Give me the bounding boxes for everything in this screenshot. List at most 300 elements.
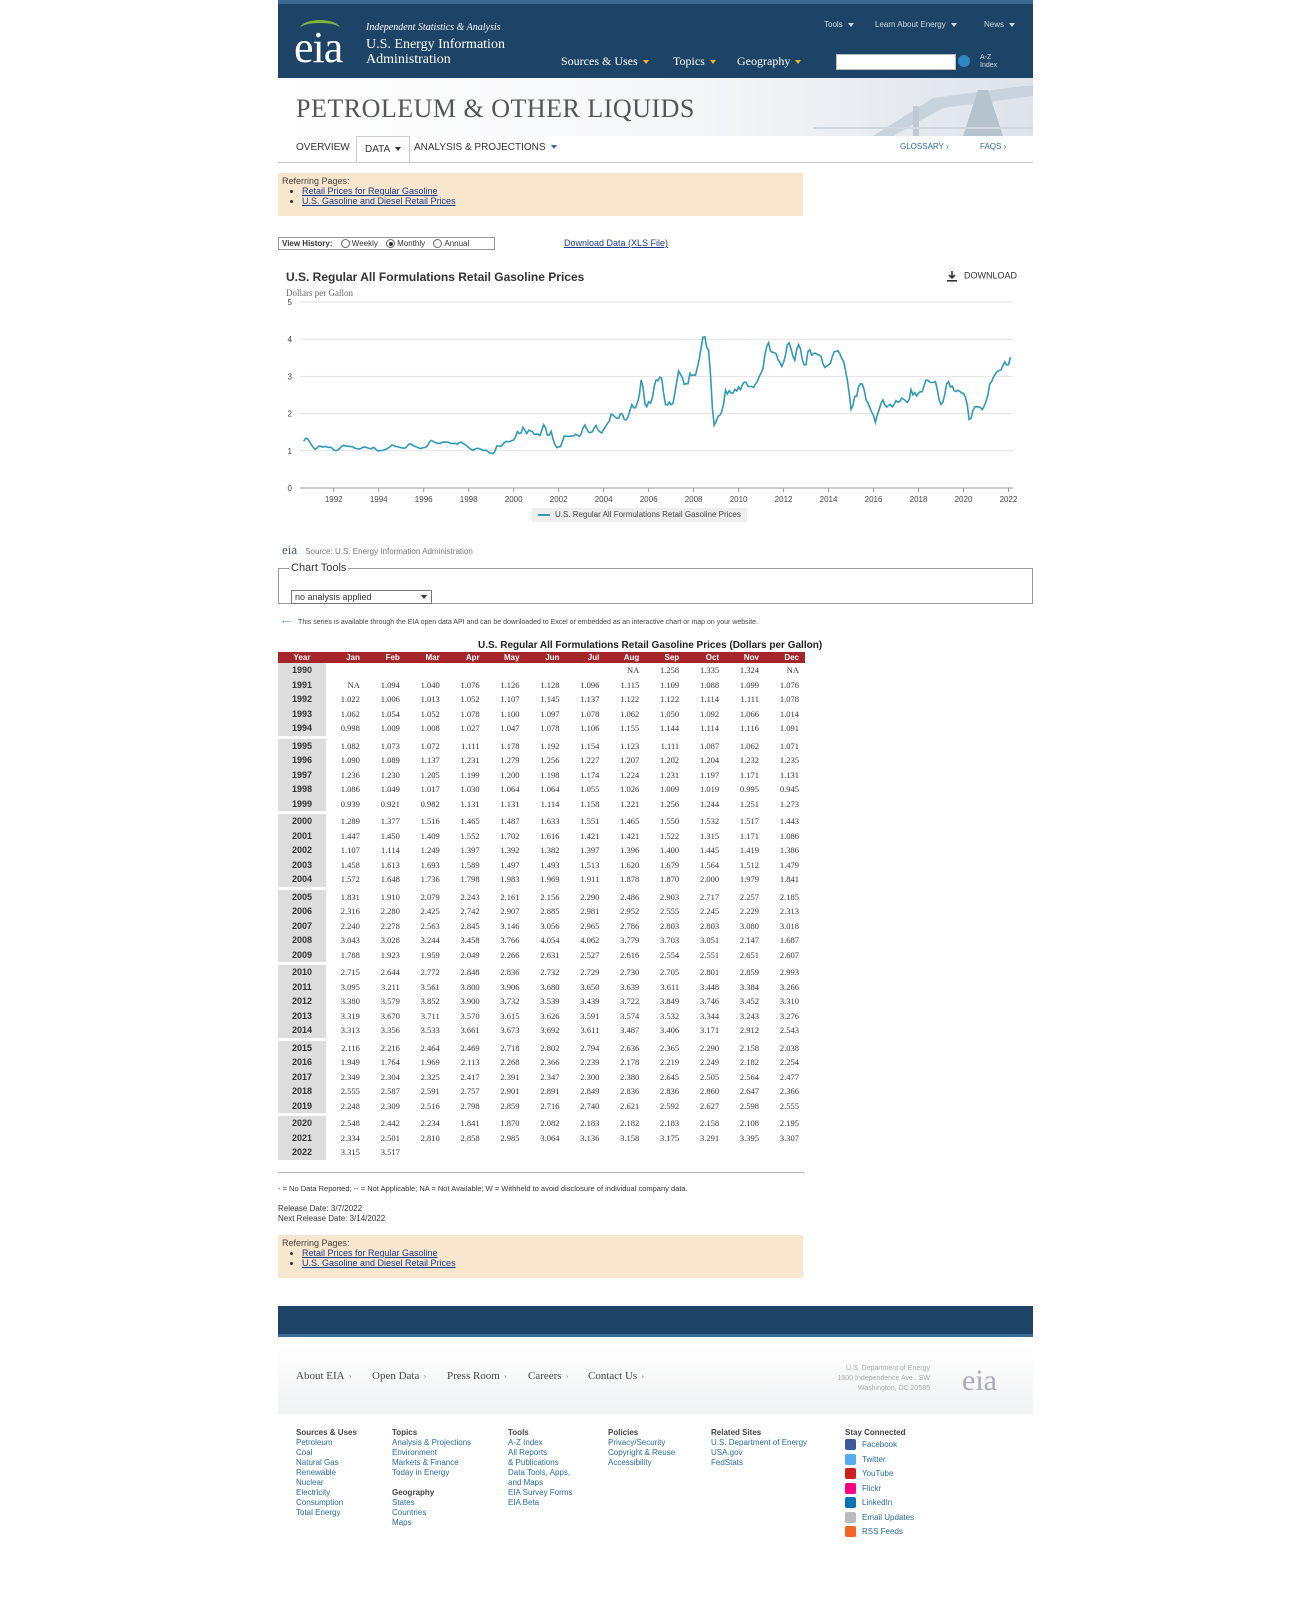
table-row bbox=[278, 948, 805, 963]
table-cell: 2.912 bbox=[739, 1025, 759, 1036]
chart-title: U.S. Regular All Formulations Retail Gasoline Prices bbox=[286, 270, 585, 284]
table-cell: 1.171 bbox=[739, 830, 759, 841]
table-cell: 3.692 bbox=[540, 1025, 560, 1036]
row-year[interactable]: 2020 bbox=[278, 1116, 326, 1131]
table-cell bbox=[406, 1145, 446, 1160]
table-cell bbox=[565, 663, 605, 678]
table-cell: 3.452 bbox=[739, 996, 759, 1007]
row-year[interactable]: 2003 bbox=[278, 858, 326, 873]
table-cell: 2.254 bbox=[779, 1057, 799, 1068]
table-cell: 2.158 bbox=[739, 1042, 759, 1053]
footer-link-geography[interactable]: Countries bbox=[392, 1508, 427, 1517]
table-cell: 2.156 bbox=[540, 891, 560, 902]
table-cell: 1.090 bbox=[340, 755, 360, 766]
table-cell: 1.949 bbox=[340, 1057, 360, 1068]
row-year[interactable]: 2006 bbox=[278, 904, 326, 919]
table-cell: 1.123 bbox=[620, 740, 640, 751]
table-cell: 1.192 bbox=[540, 740, 560, 751]
footer-link-sources[interactable]: Nuclear bbox=[296, 1478, 324, 1487]
table-cell: 3.018 bbox=[779, 920, 799, 931]
agency-line-1: U.S. Energy Information bbox=[366, 37, 505, 52]
radio-annual[interactable] bbox=[433, 239, 442, 248]
table-cell: 3.395 bbox=[739, 1132, 759, 1143]
table-cell: 2.616 bbox=[620, 949, 640, 960]
footer-link-related[interactable]: U.S. Department of Energy bbox=[711, 1438, 808, 1447]
table-cell: 2.836 bbox=[620, 1086, 640, 1097]
rss-icon bbox=[845, 1526, 856, 1537]
linkedin-icon bbox=[845, 1497, 856, 1508]
footer-link-geography[interactable]: States bbox=[392, 1498, 415, 1507]
address-line-3: Washington, DC 20585 bbox=[857, 1385, 930, 1392]
row-year[interactable]: 1997 bbox=[278, 768, 326, 783]
footer-link-sources[interactable]: Petroleum bbox=[296, 1438, 333, 1447]
table-cell: 1.122 bbox=[660, 694, 680, 705]
table-cell: 1.289 bbox=[340, 816, 360, 827]
series-line bbox=[304, 337, 1011, 454]
row-year[interactable]: 1999 bbox=[278, 797, 326, 812]
footer-col-heading: Policies bbox=[608, 1428, 639, 1437]
chevron-down-icon bbox=[848, 23, 854, 27]
legend-label: U.S. Regular All Formulations Retail Gasoline Prices bbox=[555, 510, 741, 519]
table-row bbox=[278, 1084, 805, 1099]
row-year[interactable]: 2014 bbox=[278, 1023, 326, 1038]
table-cell: 2.182 bbox=[739, 1057, 759, 1068]
nav-geography[interactable] bbox=[737, 54, 801, 69]
table-cell: 3.487 bbox=[620, 1025, 640, 1036]
footer-link-sources[interactable]: Renewable bbox=[296, 1468, 337, 1477]
referring-link-regular-gasoline[interactable]: Retail Prices for Regular Gasoline bbox=[302, 186, 438, 196]
table-cell: 3.639 bbox=[620, 981, 640, 992]
footer-link-sources[interactable]: Consumption bbox=[296, 1498, 344, 1507]
table-cell: 3.539 bbox=[540, 996, 560, 1007]
table-cell: 1.764 bbox=[380, 1057, 400, 1068]
table-cell: 1.030 bbox=[460, 784, 480, 795]
table-cell: 2.195 bbox=[779, 1118, 799, 1129]
table-cell: 1.137 bbox=[420, 755, 440, 766]
divider bbox=[278, 1172, 805, 1173]
row-year[interactable]: 1990 bbox=[278, 663, 326, 678]
table-cell: 2.952 bbox=[620, 906, 640, 917]
footer-press[interactable] bbox=[447, 1370, 507, 1382]
table-cell: 1.798 bbox=[460, 874, 480, 885]
footer-link-geography[interactable]: Maps bbox=[392, 1518, 412, 1527]
row-year[interactable]: 2021 bbox=[278, 1131, 326, 1146]
chevron-right-icon: › bbox=[945, 142, 949, 151]
row-year[interactable]: 2009 bbox=[278, 948, 326, 963]
section-banner bbox=[278, 78, 1033, 136]
table-row bbox=[278, 678, 805, 693]
table-cell: 1.249 bbox=[420, 845, 440, 856]
social-link[interactable] bbox=[845, 1482, 914, 1497]
footer-about-label: About EIA bbox=[296, 1370, 345, 1382]
table-cell: 1.155 bbox=[620, 723, 640, 734]
y-tick-label: 1 bbox=[287, 446, 292, 456]
row-year[interactable]: 2000 bbox=[278, 814, 326, 829]
x-tick-label: 2010 bbox=[729, 495, 748, 504]
table-cell: 2.715 bbox=[340, 967, 360, 978]
table-cell: 3.171 bbox=[699, 1025, 720, 1036]
row-year[interactable]: 2015 bbox=[278, 1041, 326, 1056]
table-cell: 3.313 bbox=[340, 1025, 360, 1036]
table-cell: 1.202 bbox=[660, 755, 680, 766]
table-cell: 1.158 bbox=[580, 798, 600, 809]
table-cell: 1.062 bbox=[340, 708, 360, 719]
chevron-right-icon: › bbox=[641, 1371, 645, 1381]
table-cell: 2.161 bbox=[500, 891, 520, 902]
referring-link-regular-gasoline[interactable]: Retail Prices for Regular Gasoline bbox=[302, 1248, 438, 1258]
footer-link-policies[interactable]: Copyright & Reuse bbox=[608, 1448, 676, 1457]
table-cell: 2.234 bbox=[420, 1118, 440, 1129]
table-cell: 1.078 bbox=[779, 694, 799, 705]
footer-link-sources[interactable]: Natural Gas bbox=[296, 1458, 339, 1467]
social-link[interactable] bbox=[845, 1453, 914, 1468]
table-cell: 3.158 bbox=[620, 1132, 640, 1143]
row-year[interactable]: 2007 bbox=[278, 919, 326, 934]
chart-tools bbox=[278, 562, 1033, 604]
table-row bbox=[278, 814, 805, 829]
row-year[interactable]: 1995 bbox=[278, 739, 326, 754]
row-year[interactable]: 2011 bbox=[278, 980, 326, 995]
row-year[interactable]: 1993 bbox=[278, 707, 326, 722]
nav-sources-uses[interactable] bbox=[561, 54, 649, 69]
table-cell: 1.207 bbox=[620, 755, 640, 766]
table-cell: 3.626 bbox=[540, 1010, 560, 1021]
table-cell: 1.114 bbox=[381, 845, 400, 856]
footer-link-tools[interactable]: & Publications bbox=[508, 1458, 559, 1467]
table-cell: 1.071 bbox=[779, 740, 799, 751]
table-row bbox=[278, 721, 805, 736]
table-cell: 2.464 bbox=[420, 1042, 440, 1053]
footer-link-tools[interactable]: EIA Survey Forms bbox=[508, 1488, 573, 1497]
table-cell: 1.324 bbox=[739, 665, 759, 676]
table-cell: 2.266 bbox=[500, 949, 520, 960]
analysis-select[interactable] bbox=[291, 590, 432, 604]
footer-link-tools[interactable]: All Reports bbox=[508, 1448, 548, 1457]
table-cell: 2.300 bbox=[580, 1071, 600, 1082]
footer-link-tools[interactable]: Data Tools, Apps, bbox=[508, 1468, 571, 1477]
chart-legend[interactable] bbox=[532, 508, 747, 522]
table-cell: 3.611 bbox=[580, 1025, 600, 1036]
table-cell: 3.574 bbox=[620, 1010, 640, 1021]
footer-link-related[interactable]: FedStats bbox=[711, 1458, 744, 1467]
table-cell: 2.907 bbox=[500, 906, 520, 917]
table-cell: 2.845 bbox=[460, 920, 480, 931]
table-cell: 1.923 bbox=[380, 949, 400, 960]
row-year[interactable]: 2017 bbox=[278, 1070, 326, 1085]
legend-swatch bbox=[538, 514, 550, 516]
table-cell: 1.841 bbox=[779, 874, 799, 885]
radio-monthly-label: Monthly bbox=[397, 239, 426, 248]
table-cell: 2.268 bbox=[500, 1057, 520, 1068]
radio-weekly[interactable] bbox=[341, 239, 350, 248]
table-cell: 2.216 bbox=[380, 1042, 400, 1053]
table-cell: 3.711 bbox=[420, 1010, 440, 1021]
table-cell: 1.221 bbox=[620, 798, 640, 809]
footer-link-tools[interactable]: and Maps bbox=[508, 1478, 544, 1487]
address-line-1: U.S. Department of Energy bbox=[845, 1365, 930, 1372]
row-year[interactable]: 2013 bbox=[278, 1009, 326, 1024]
row-year[interactable]: 1994 bbox=[278, 721, 326, 736]
agency-name[interactable] bbox=[366, 37, 505, 67]
row-year[interactable]: 2018 bbox=[278, 1084, 326, 1099]
table-cell: 2.859 bbox=[500, 1100, 520, 1111]
eia-logo[interactable]: eia bbox=[294, 23, 343, 72]
referring-link-gasoline-diesel[interactable]: U.S. Gasoline and Diesel Retail Prices bbox=[302, 196, 456, 206]
table-cell: 3.310 bbox=[779, 996, 799, 1007]
x-tick-label: 1996 bbox=[414, 495, 433, 504]
footer-link-sources[interactable]: Electricity bbox=[296, 1488, 331, 1497]
table-cell: 3.615 bbox=[500, 1010, 520, 1021]
footer-link-topics[interactable]: Analysis & Projections bbox=[392, 1438, 472, 1447]
nav-topics[interactable] bbox=[673, 54, 716, 69]
footer-link-policies[interactable]: Privacy/Security bbox=[608, 1438, 666, 1447]
x-tick-label: 2020 bbox=[954, 495, 973, 504]
table-cell: 2.278 bbox=[380, 920, 400, 931]
table-cell bbox=[685, 1145, 725, 1160]
table-cell: 2.705 bbox=[660, 967, 680, 978]
footer-eia-logo[interactable]: eia bbox=[962, 1364, 997, 1397]
social-link[interactable] bbox=[845, 1438, 914, 1453]
table-cell: 1.171 bbox=[739, 769, 759, 780]
table-cell: 3.533 bbox=[420, 1025, 440, 1036]
table-cell: 1.050 bbox=[660, 708, 680, 719]
table-cell: 1.198 bbox=[540, 769, 560, 780]
download-icon bbox=[946, 270, 958, 282]
table-cell: 1.273 bbox=[779, 798, 799, 809]
footer-link-topics[interactable]: Today in Energy bbox=[392, 1468, 450, 1477]
table-cell: 2.718 bbox=[500, 1042, 520, 1053]
tab-analysis-label: ANALYSIS & PROJECTIONS bbox=[414, 142, 546, 153]
table-cell: 2.079 bbox=[420, 891, 440, 902]
row-year[interactable]: 1998 bbox=[278, 782, 326, 797]
table-cell: 1.377 bbox=[380, 816, 400, 827]
referring-pages-bottom bbox=[278, 1235, 803, 1278]
table-cell: 2.280 bbox=[380, 906, 400, 917]
table-cell: 3.732 bbox=[500, 996, 520, 1007]
oil-rig-icon bbox=[813, 78, 1033, 136]
footer-open-data[interactable] bbox=[372, 1370, 426, 1382]
table-cell: 1.111 bbox=[740, 694, 759, 705]
table-cell: 2.757 bbox=[460, 1086, 480, 1097]
table-cell: 1.078 bbox=[580, 708, 600, 719]
table-cell: 1.026 bbox=[620, 784, 640, 795]
table-cell: 2.621 bbox=[620, 1100, 640, 1111]
row-year[interactable]: 2004 bbox=[278, 872, 326, 887]
referring-link-gasoline-diesel[interactable]: U.S. Gasoline and Diesel Retail Prices bbox=[302, 1258, 456, 1268]
table-cell: 2.527 bbox=[580, 949, 600, 960]
facebook-icon bbox=[845, 1439, 856, 1450]
table-cell: 1.419 bbox=[739, 845, 759, 856]
search-input[interactable] bbox=[836, 54, 956, 70]
table-cell: 1.115 bbox=[620, 679, 640, 690]
table-cell: 1.144 bbox=[660, 723, 680, 734]
x-tick-label: 1994 bbox=[369, 495, 388, 504]
row-year[interactable]: 1991 bbox=[278, 678, 326, 693]
site-header bbox=[278, 0, 1033, 78]
table-cell: 1.687 bbox=[779, 935, 799, 946]
search-icon[interactable] bbox=[958, 55, 970, 67]
row-year[interactable]: 1992 bbox=[278, 692, 326, 707]
table-cell: 3.591 bbox=[580, 1010, 600, 1021]
table-row bbox=[278, 980, 805, 995]
row-year[interactable]: 2016 bbox=[278, 1055, 326, 1070]
table-row bbox=[278, 965, 805, 980]
footer-link-policies[interactable]: Accessibility bbox=[608, 1458, 652, 1467]
table-cell: 1.910 bbox=[380, 891, 400, 902]
social-link[interactable] bbox=[845, 1467, 914, 1482]
faqs-link[interactable] bbox=[980, 142, 1006, 151]
row-year[interactable]: 1996 bbox=[278, 753, 326, 768]
table-cell: 1.055 bbox=[580, 784, 600, 795]
table-cell: 1.019 bbox=[699, 784, 720, 795]
api-note bbox=[282, 618, 758, 626]
download-xls-link[interactable]: Download Data (XLS File) bbox=[564, 238, 669, 248]
table-cell: 2.555 bbox=[779, 1100, 799, 1111]
footer-link-sources[interactable]: Coal bbox=[296, 1448, 313, 1457]
table-cell: 2.248 bbox=[340, 1100, 360, 1111]
table-cell: 2.391 bbox=[500, 1071, 520, 1082]
source-text: Source: U.S. Energy Information Administration bbox=[305, 547, 473, 556]
footer-link-tools[interactable]: EIA Beta bbox=[508, 1498, 540, 1507]
x-tick-label: 2004 bbox=[594, 495, 613, 504]
table-cell: 1.145 bbox=[540, 694, 560, 705]
footer-link-tools[interactable]: A-Z Index bbox=[508, 1438, 543, 1447]
row-year[interactable]: 2022 bbox=[278, 1145, 326, 1160]
table-cell: 1.122 bbox=[620, 694, 640, 705]
footer-link-related[interactable]: USA.gov bbox=[711, 1448, 743, 1457]
table-cell: 3.746 bbox=[699, 996, 720, 1007]
table-cell: 1.517 bbox=[739, 816, 759, 827]
glossary-link[interactable] bbox=[900, 142, 949, 151]
row-year[interactable]: 2012 bbox=[278, 994, 326, 1009]
table-cell: 1.073 bbox=[380, 740, 400, 751]
table-cell: 2.325 bbox=[420, 1071, 440, 1082]
col-header-oct: Oct bbox=[685, 652, 725, 663]
social-link[interactable] bbox=[845, 1496, 914, 1511]
table-cell: 1.111 bbox=[660, 740, 680, 751]
tab-data[interactable] bbox=[356, 136, 410, 162]
table-cell: 2.993 bbox=[779, 967, 799, 978]
table-row bbox=[278, 663, 805, 678]
top-nav-learn[interactable] bbox=[875, 20, 957, 29]
table-cell: 3.064 bbox=[540, 1132, 560, 1143]
row-year[interactable]: 2019 bbox=[278, 1099, 326, 1114]
chevron-right-icon: › bbox=[503, 1371, 507, 1381]
col-header-apr: Apr bbox=[446, 652, 486, 663]
table-row bbox=[278, 890, 805, 905]
table-cell: 1.235 bbox=[779, 755, 799, 766]
table-cell bbox=[486, 1145, 526, 1160]
table-cell: 1.465 bbox=[620, 816, 640, 827]
tab-overview[interactable]: OVERVIEW bbox=[296, 142, 350, 153]
sub-navigation bbox=[278, 136, 1033, 163]
col-header-dec: Dec bbox=[765, 652, 805, 663]
table-cell: 1.014 bbox=[779, 708, 799, 719]
footer-col-heading: Geography bbox=[392, 1488, 435, 1497]
table-cell: 3.517 bbox=[380, 1147, 400, 1158]
footer-link-topics[interactable]: Environment bbox=[392, 1448, 437, 1457]
table-cell bbox=[765, 1145, 805, 1160]
footer-link-sources[interactable]: Total Energy bbox=[296, 1508, 341, 1517]
table-cell: 1.236 bbox=[340, 769, 360, 780]
table-cell: 2.442 bbox=[380, 1118, 400, 1129]
table-cell: 1.983 bbox=[500, 874, 520, 885]
table-cell: 1.200 bbox=[500, 769, 520, 780]
table-cell: 3.175 bbox=[660, 1132, 680, 1143]
row-year[interactable]: 2010 bbox=[278, 965, 326, 980]
row-year[interactable]: 2008 bbox=[278, 933, 326, 948]
row-year[interactable]: 2002 bbox=[278, 843, 326, 858]
table-cell: 3.680 bbox=[540, 981, 560, 992]
row-year[interactable]: 2005 bbox=[278, 890, 326, 905]
table-cell: 2.631 bbox=[540, 949, 560, 960]
table-cell: 2.240 bbox=[340, 920, 360, 931]
table-cell: 2.848 bbox=[460, 967, 480, 978]
table-cell: 2.716 bbox=[540, 1100, 560, 1111]
next-release-date: Next Release Date: 3/14/2022 bbox=[278, 1214, 386, 1223]
top-nav-tools[interactable] bbox=[824, 20, 854, 29]
table-cell: 1.006 bbox=[380, 694, 400, 705]
table-row bbox=[278, 753, 805, 768]
az-index-link[interactable] bbox=[980, 54, 997, 70]
table-cell: 1.062 bbox=[620, 708, 640, 719]
table-row bbox=[278, 904, 805, 919]
table-cell: 3.243 bbox=[739, 1010, 759, 1021]
radio-monthly[interactable] bbox=[386, 239, 395, 248]
social-link[interactable] bbox=[845, 1525, 914, 1540]
table-cell: 2.587 bbox=[380, 1086, 400, 1097]
row-year[interactable]: 2001 bbox=[278, 829, 326, 844]
table-cell: 2.178 bbox=[620, 1057, 640, 1068]
table-cell: 2.636 bbox=[620, 1042, 640, 1053]
tab-analysis-projections[interactable] bbox=[414, 142, 557, 153]
referring-pages-top bbox=[278, 173, 803, 216]
footer-careers[interactable] bbox=[528, 1370, 569, 1382]
col-header-jul: Jul bbox=[565, 652, 605, 663]
table-cell: 3.384 bbox=[739, 981, 759, 992]
table-cell: 3.211 bbox=[381, 981, 400, 992]
table-cell: NA bbox=[786, 665, 799, 676]
table-cell: 1.054 bbox=[380, 708, 400, 719]
footer-open-data-label: Open Data bbox=[372, 1370, 420, 1382]
chart-download-button[interactable] bbox=[946, 270, 1017, 282]
y-tick-label: 3 bbox=[287, 372, 292, 382]
glossary-label: GLOSSARY bbox=[900, 142, 944, 151]
table-cell: 2.860 bbox=[699, 1086, 720, 1097]
view-history bbox=[278, 237, 495, 250]
social-link[interactable] bbox=[845, 1511, 914, 1526]
table-cell: 1.027 bbox=[460, 723, 480, 734]
table-cell: 3.611 bbox=[660, 981, 680, 992]
footer-about[interactable] bbox=[296, 1370, 352, 1382]
top-nav-news[interactable] bbox=[984, 20, 1015, 29]
col-header-nov: Nov bbox=[725, 652, 765, 663]
table-cell: 1.231 bbox=[460, 755, 480, 766]
referring-heading: Referring Pages: bbox=[282, 176, 350, 186]
footer-link-topics[interactable]: Markets & Finance bbox=[392, 1458, 459, 1467]
footer-contact[interactable] bbox=[588, 1370, 644, 1382]
table-cell: 3.458 bbox=[460, 935, 480, 946]
table-cell: 2.316 bbox=[340, 906, 360, 917]
table-cell: 3.095 bbox=[340, 981, 360, 992]
table-cell: 2.551 bbox=[699, 949, 720, 960]
table-cell: 3.028 bbox=[380, 935, 400, 946]
chart-source bbox=[282, 542, 473, 558]
table-cell: 1.052 bbox=[460, 694, 480, 705]
radio-annual-label: Annual bbox=[444, 239, 470, 248]
table-cell: 1.244 bbox=[699, 798, 720, 809]
table-cell: 3.315 bbox=[340, 1147, 360, 1158]
